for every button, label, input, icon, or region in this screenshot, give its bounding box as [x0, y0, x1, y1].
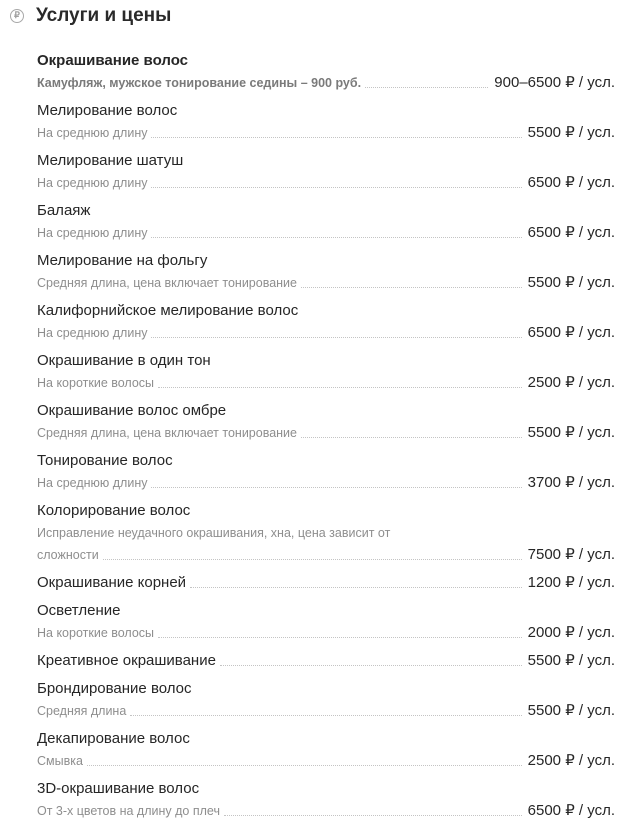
- service-name: Мелирование волос: [37, 102, 178, 119]
- service-item: [37, 572, 615, 594]
- service-price: 5500 ₽ / усл.: [527, 124, 615, 141]
- dotted-leader: [151, 186, 521, 188]
- service-description: На короткие волосы: [37, 626, 155, 640]
- dotted-leader: [301, 436, 522, 438]
- dotted-leader: [158, 386, 522, 388]
- service-price: 3700 ₽ / усл.: [527, 474, 615, 491]
- service-description: На среднюю длину: [37, 476, 148, 490]
- service-item: [37, 778, 615, 822]
- service-row: [37, 322, 615, 344]
- service-description: На среднюю длину: [37, 226, 148, 240]
- service-item: [37, 100, 615, 144]
- service-row: [37, 622, 615, 644]
- service-description: Камуфляж, мужское тонирование седины – 900 руб.: [37, 76, 362, 90]
- service-price: 900–6500 ₽ / усл.: [494, 74, 615, 91]
- service-item: [37, 250, 615, 294]
- service-description: Средняя длина: [37, 704, 127, 718]
- service-name: Мелирование на фольгу: [37, 252, 208, 269]
- service-name: Калифорнийское мелирование волос: [37, 302, 299, 319]
- dotted-leader: [190, 586, 522, 588]
- service-price: 6500 ₽ / усл.: [527, 324, 615, 341]
- service-price: 2000 ₽ / усл.: [527, 624, 615, 641]
- service-price: 2500 ₽ / усл.: [527, 374, 615, 391]
- service-name: 3D-окрашивание волос: [37, 780, 200, 797]
- service-name: Декапирование волос: [37, 730, 190, 747]
- service-price: 6500 ₽ / усл.: [527, 802, 615, 819]
- service-item: [37, 150, 615, 194]
- service-row: [37, 572, 615, 594]
- service-row: [37, 272, 615, 294]
- dotted-leader: [151, 486, 521, 488]
- service-description: На среднюю длину: [37, 326, 148, 340]
- service-item: [37, 50, 615, 94]
- page-title: Услуги и цены: [36, 5, 172, 26]
- service-row: [37, 422, 615, 444]
- service-name: Окрашивание волос омбре: [37, 402, 227, 419]
- dotted-leader: [158, 636, 522, 638]
- service-item: [37, 400, 615, 444]
- dotted-leader: [224, 814, 522, 816]
- dotted-leader: [301, 286, 522, 288]
- dotted-leader: [151, 336, 521, 338]
- service-price: 5500 ₽ / усл.: [527, 652, 615, 669]
- service-name: Мелирование шатуш: [37, 152, 184, 169]
- service-row: [37, 372, 615, 394]
- service-item: [37, 650, 615, 672]
- dotted-leader: [103, 558, 522, 560]
- service-name: Осветление: [37, 602, 121, 619]
- service-price: 5500 ₽ / усл.: [527, 702, 615, 719]
- service-description: Средняя длина, цена включает тонирование: [37, 276, 297, 290]
- service-name: Тонирование волос: [37, 452, 173, 469]
- service-price: 6500 ₽ / усл.: [527, 224, 615, 241]
- service-row: [37, 472, 615, 494]
- service-name: Окрашивание волос: [37, 52, 189, 69]
- service-name: Окрашивание в один тон: [37, 352, 211, 369]
- service-item: [37, 450, 615, 494]
- service-price: 2500 ₽ / усл.: [527, 752, 615, 769]
- service-row: [37, 222, 615, 244]
- services-list: [37, 50, 615, 828]
- service-row: [37, 72, 615, 94]
- service-price: 7500 ₽ / усл.: [527, 546, 615, 563]
- service-description: На среднюю длину: [37, 176, 148, 190]
- service-description: Смывка: [37, 754, 83, 768]
- dotted-leader: [365, 86, 488, 88]
- dotted-leader: [151, 236, 521, 238]
- service-description: Исправление неудачного окрашивания, хна, цена зависит от: [37, 526, 391, 540]
- service-price: 1200 ₽ / усл.: [527, 574, 615, 591]
- service-row: [37, 544, 615, 566]
- service-row: [37, 650, 615, 672]
- service-item: [37, 600, 615, 644]
- service-price: 6500 ₽ / усл.: [527, 174, 615, 191]
- service-name: Окрашивание корней: [37, 574, 187, 591]
- service-name: Креативное окрашивание: [37, 652, 216, 669]
- services-header: [0, 0, 637, 44]
- service-item: [37, 678, 615, 722]
- service-name: Балаяж: [37, 202, 91, 219]
- service-description: Средняя длина, цена включает тонирование: [37, 426, 297, 440]
- service-item: [37, 300, 615, 344]
- ruble-circle-icon: ₽: [10, 9, 24, 23]
- service-name: Колорирование волос: [37, 502, 191, 519]
- service-item: [37, 728, 615, 772]
- service-price: 5500 ₽ / усл.: [527, 424, 615, 441]
- dotted-leader: [87, 764, 522, 766]
- service-description: На среднюю длину: [37, 126, 148, 140]
- service-row: [37, 750, 615, 772]
- service-name: Брондирование волос: [37, 680, 192, 697]
- service-row: [37, 800, 615, 822]
- service-description: От 3-х цветов на длину до плеч: [37, 804, 220, 818]
- service-item: [37, 500, 615, 566]
- service-description: сложности: [37, 548, 99, 562]
- service-row: [37, 122, 615, 144]
- dotted-leader: [220, 664, 522, 666]
- service-row: [37, 172, 615, 194]
- dotted-leader: [151, 136, 521, 138]
- service-row: [37, 700, 615, 722]
- service-item: [37, 350, 615, 394]
- service-item: [37, 200, 615, 244]
- service-description: На короткие волосы: [37, 376, 155, 390]
- service-price: 5500 ₽ / усл.: [527, 274, 615, 291]
- dotted-leader: [130, 714, 521, 716]
